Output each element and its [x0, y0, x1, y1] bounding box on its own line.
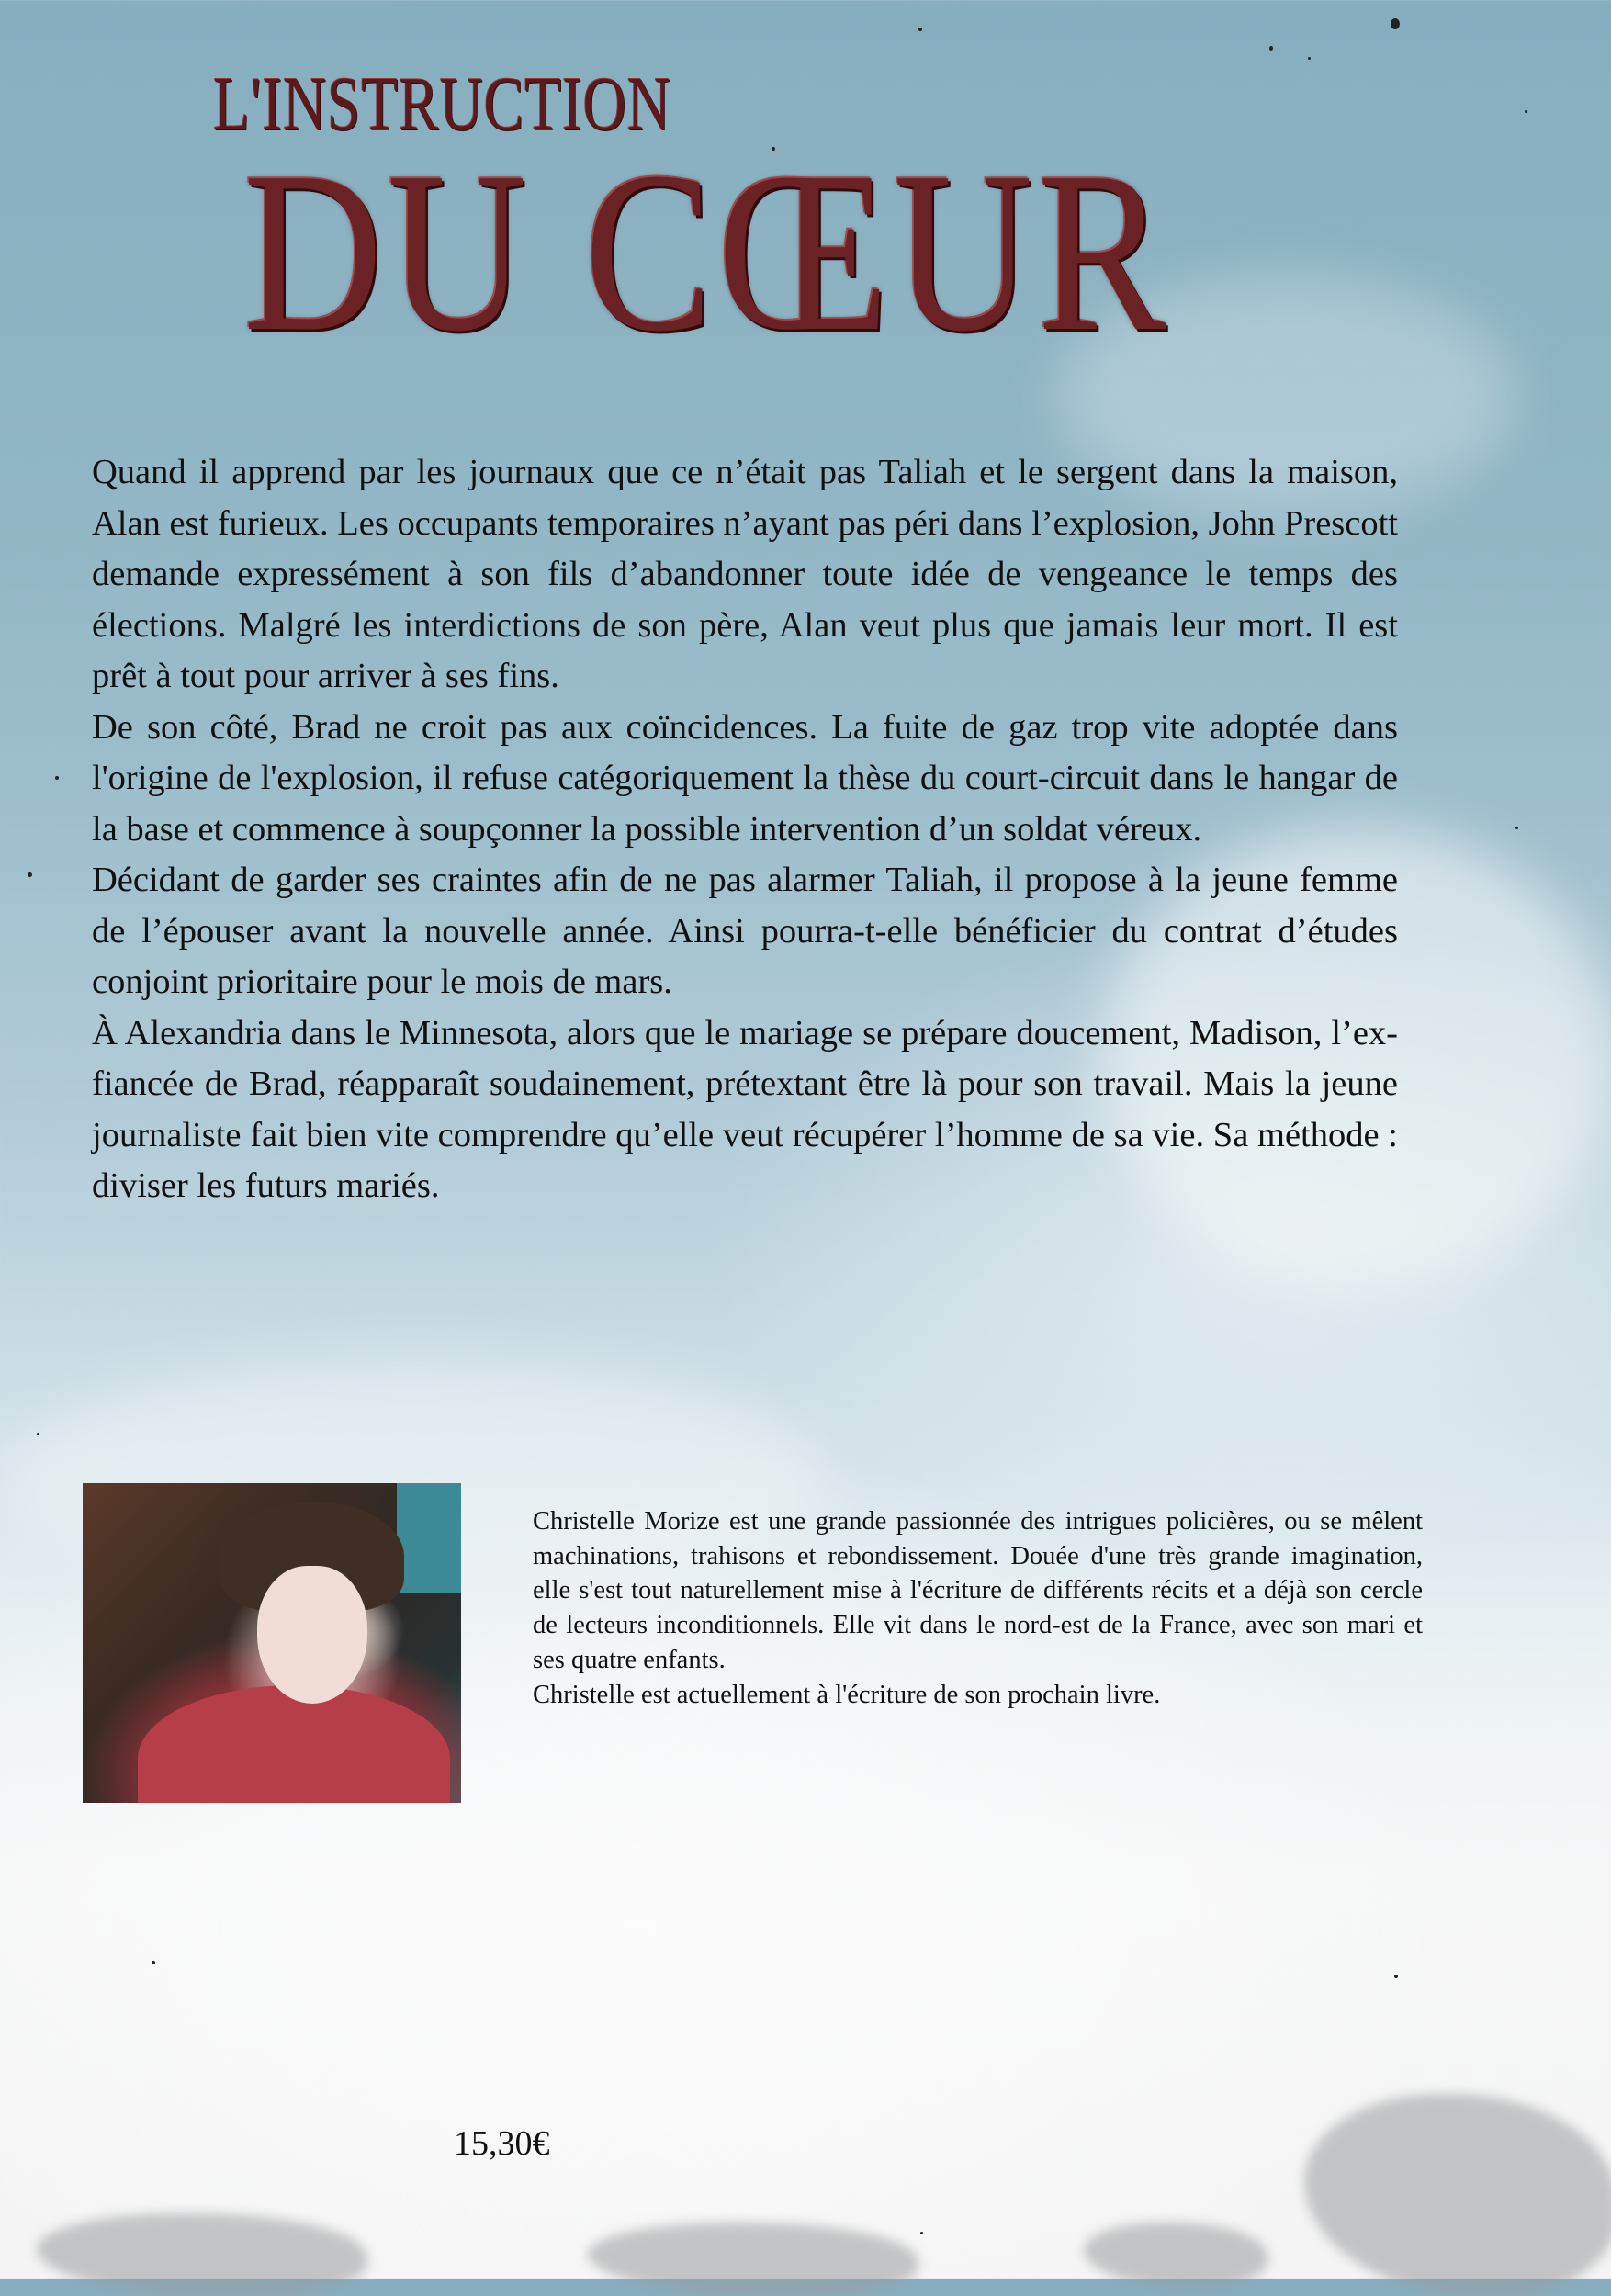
synopsis-paragraph: De son côté, Brad ne croit pas aux coïncidences. La fuite de gaz trop vite adoptée dans l'origine de l'explosion, il refuse catégoriquement la thèse du court-circuit dans le hangar de la base et commence à soupçonner la possible intervention d’un soldat véreux.	[92, 707, 1398, 849]
synopsis-paragraph: Décidant de garder ses craintes afin de ne pas alarmer Taliah, il propose à la jeune femme de l’épouser avant la nouvelle année. Ainsi pourra-t-elle bénéficier du contrat d’études conjoint prioritaire pour le mois de mars.	[92, 861, 1398, 1001]
author-bio	[533, 1504, 1423, 1712]
photo-face	[257, 1566, 367, 1704]
speck	[28, 872, 32, 877]
synopsis	[92, 447, 1398, 1212]
speck	[1515, 827, 1518, 829]
ink-stain	[1084, 2223, 1267, 2287]
speck	[1308, 57, 1311, 60]
speck	[1269, 46, 1273, 51]
photo-red-top	[138, 1685, 450, 1803]
speck	[152, 1961, 155, 1964]
bio-paragraph: Christelle est actuellement à l'écriture de son prochain livre.	[533, 1680, 1161, 1709]
ink-stain	[1304, 2094, 1611, 2296]
speck	[55, 776, 59, 780]
book-title-line2: DU CŒUR	[243, 125, 1171, 379]
author-photo	[83, 1483, 461, 1803]
speck	[918, 28, 922, 31]
speck	[1525, 110, 1527, 113]
speck	[920, 2232, 923, 2234]
synopsis-paragraph: À Alexandria dans le Minnesota, alors que le mariage se prépare doucement, Madison, l’ex-fiancée de Brad, réapparaît soudainement, prétextant être là pour son travail. Mais la jeune journaliste fait bien vite comprendre qu’elle veut récupérer l’homme de sa vie. Sa méthode : diviser les futurs mariés.	[92, 1013, 1398, 1205]
speck	[1391, 18, 1400, 29]
speck	[37, 1433, 39, 1435]
speck	[1394, 1975, 1398, 1978]
book-title-line1: L'INSTRUCTION	[213, 62, 671, 147]
ink-stain	[588, 2223, 918, 2296]
bio-paragraph: Christelle Morize est une grande passionnée des intrigues policières, ou se mêlent machinations, trahisons et rebondissement. Douée d'une très grande imagination, elle s'est tout naturellement mise à l'écriture de différents récits et a déjà son cercle de lecteurs inconditionnels. Elle vit dans le nord-est de la France, avec son mari et ses quatre enfants.	[533, 1507, 1423, 1674]
synopsis-paragraph: Quand il apprend par les journaux que ce n’était pas Taliah et le sergent dans la maison, Alan est furieux. Les occupants temporaires n’ayant pas péri dans l’explosion, John Prescott demande expressément à son fils d’abandonner toute idée de vengeance le temps des élections. Malgré les interdictions de son père, Alan veut plus que jamais leur mort. Il est prêt à tout pour arriver à ses fins.	[92, 453, 1398, 695]
price-label: 15,30€	[454, 2124, 550, 2163]
ink-stain	[37, 2213, 367, 2296]
photo-background-wall	[397, 1483, 461, 1593]
